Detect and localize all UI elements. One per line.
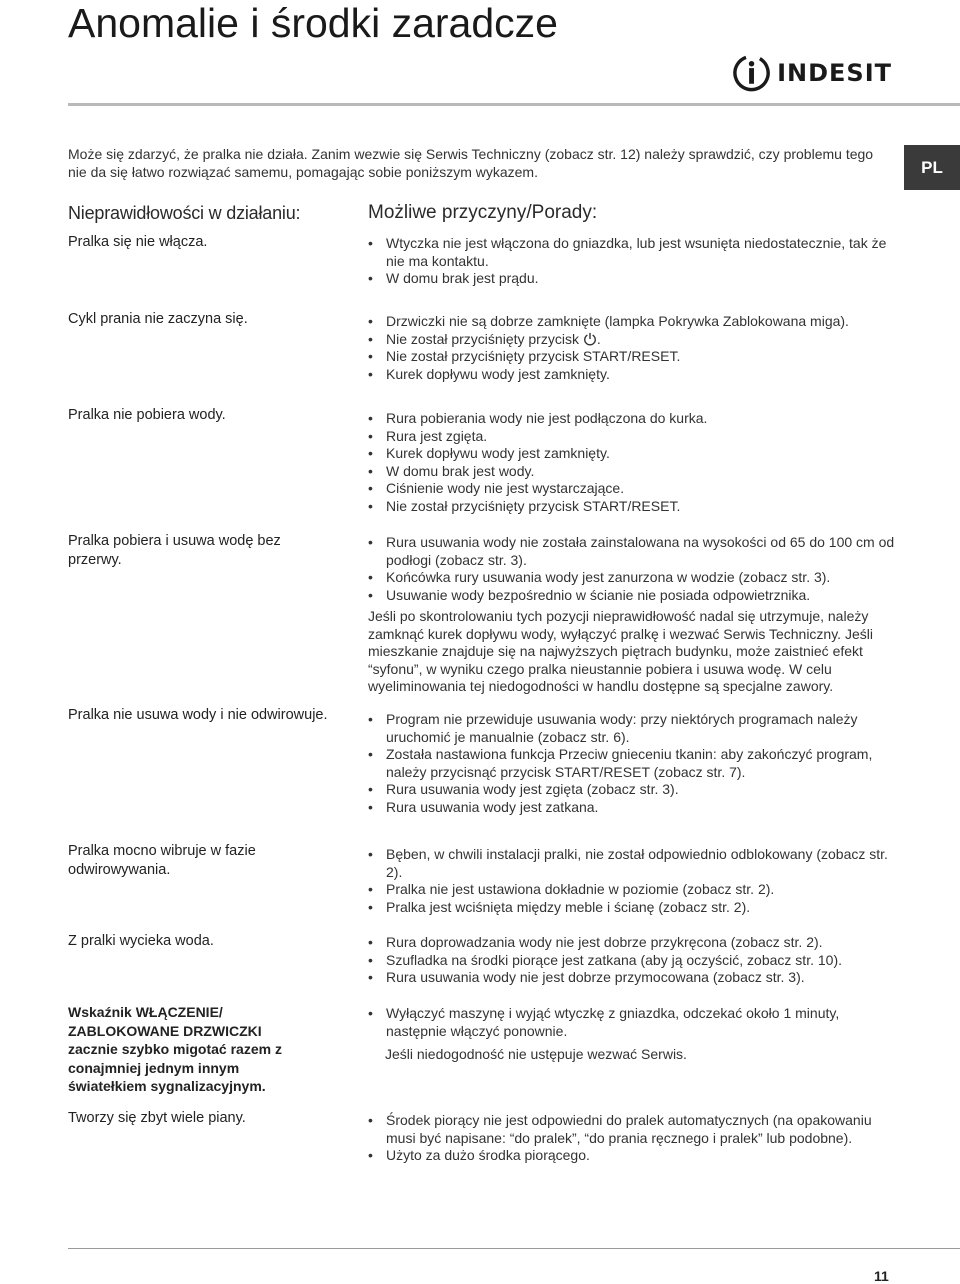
note-paragraph: Jeśli po skontrolowaniu tych pozycji nieprawidłowość nadal się utrzymuje, należy zamknąć kurek dopływu wody, wyłączyć pralkę i wezwać Serwis Techniczny. Jeśli mieszkanie znajduje się na najwyższych piętrach budynku, może zaistnieć efekt “syfonu”, w wyniku czego pralka nieustannie pobiera i usuwa wodę. W celu wyeliminowania tej niedogodności w handlu dostępne są specjalne zawory. — [368, 608, 873, 694]
cause-item: • Usuwanie wody bezpośrednio w ścianie nie posiada odpowietrznika. — [368, 587, 898, 605]
brand-logo — [732, 53, 892, 93]
cause-item: • Pralka jest wciśnięta między meble i ścianę (zobacz str. 2). — [368, 899, 898, 917]
cause-item: • Wyłączyć maszynę i wyjąć wtyczkę z gniazdka, odczekać około 1 minuty, następnie włączyć ponownie. — [368, 1005, 898, 1040]
brand-name: INDESIT — [777, 59, 892, 87]
cause-item: • Program nie przewiduje usuwania wody: przy niektórych programach należy uruchomić je manualnie (zobacz str. 6). — [368, 711, 898, 746]
indesit-i-logo-icon — [732, 53, 771, 93]
cause-item-power: • Nie został przyciśnięty przycisk . — [368, 331, 898, 349]
causes-block — [368, 1005, 898, 1064]
cause-item: • W domu brak jest wody. — [368, 463, 898, 481]
causes-block — [368, 1112, 898, 1165]
cause-item: • Została nastawiona funkcja Przeciw gnieceniu tkanin: aby zakończyć program, należy przycisnąć przycisk START/RESET (zobacz str. 7). — [368, 746, 898, 781]
cause-item: • Rura usuwania wody jest zgięta (zobacz str. 3). — [368, 781, 898, 799]
cause-text: Nie został przyciśnięty przycisk — [386, 330, 579, 347]
cause-item: • Kurek dopływu wody jest zamknięty. — [368, 366, 898, 384]
causes-block — [368, 313, 898, 383]
cause-item: • Szufladka na środki piorące jest zatkana (aby ją oczyścić, zobacz str. 10). — [368, 952, 898, 970]
cause-item: • Nie został przyciśnięty przycisk START/RESET. — [368, 348, 898, 366]
problem-label: Pralka mocno wibruje w fazie odwirowywania. — [68, 843, 256, 878]
page-title: Anomalie i środki zaradcze — [68, 0, 558, 46]
problem-label: Pralka nie pobiera wody. — [68, 407, 226, 423]
cause-item: • Rura doprowadzania wody nie jest dobrze przykręcona (zobacz str. 2). — [368, 934, 898, 952]
cause-item: • Drzwiczki nie są dobrze zamknięte (lampka Pokrywka Zablokowana miga). — [368, 313, 898, 331]
causes-block — [368, 846, 898, 916]
causes-block — [368, 235, 898, 288]
problem-label: Pralka nie usuwa wody i nie odwirowuje. — [68, 707, 328, 723]
causes-heading: Możliwe przyczyny/Porady: — [368, 202, 598, 223]
problem-label: Pralka pobiera i usuwa wodę bez przerwy. — [68, 533, 281, 568]
cause-item: • Rura pobierania wody nie jest podłączona do kurka. — [368, 410, 898, 428]
cause-item: • Rura jest zgięta. — [368, 428, 898, 446]
problem-label: Wskaźnik WŁĄCZENIE/ ZABLOKOWANE DRZWICZKI zacznie szybko migotać razem z conajmniej jednym innym światełkiem sygnalizacyjnym. — [68, 1004, 282, 1094]
problem-label: Cykl prania nie zaczyna się. — [68, 311, 248, 327]
problem-label: Tworzy się zbyt wiele piany. — [68, 1110, 246, 1126]
cause-item: • Pralka nie jest ustawiona dokładnie w poziomie (zobacz str. 2). — [368, 881, 898, 899]
causes-block — [368, 934, 898, 987]
page-number: 11 — [874, 1268, 889, 1284]
title-divider — [68, 103, 960, 106]
cause-item: • Rura usuwania wody nie została zainstalowana na wysokości od 65 do 100 cm od podłogi (zobacz str. 3). — [368, 534, 898, 569]
causes-block — [368, 711, 898, 816]
footer-divider — [68, 1248, 960, 1249]
cause-item: • W domu brak jest prądu. — [368, 270, 898, 288]
cause-item: • Rura usuwania wody jest zatkana. — [368, 799, 898, 817]
power-button-icon — [583, 332, 597, 346]
cause-item: • Ciśnienie wody nie jest wystarczające. — [368, 480, 898, 498]
problem-label: Z pralki wycieka woda. — [68, 933, 214, 949]
cause-item: • Końcówka rury usuwania wody jest zanurzona w wodzie (zobacz str. 3). — [368, 569, 898, 587]
cause-item: • Środek piorący nie jest odpowiedni do pralek automatycznych (na opakowaniu musi być napisane: “do pralek”, “do prania ręcznego i pralek” lub podobne). — [368, 1112, 898, 1147]
cause-item: • Wtyczka nie jest włączona do gniazdka, lub jest wsunięta niedostatecznie, tak że nie ma kontaktu. — [368, 235, 898, 270]
note-paragraph: Jeśli niedogodność nie ustępuje wezwać Serwis. — [385, 1046, 687, 1062]
cause-item: • Rura usuwania wody nie jest dobrze przymocowana (zobacz str. 3). — [368, 969, 898, 987]
problem-label: Pralka się nie włącza. — [68, 234, 208, 250]
causes-block — [368, 534, 898, 696]
language-tab: PL — [904, 145, 960, 190]
causes-block — [368, 410, 898, 515]
cause-item: • Kurek dopływu wody jest zamknięty. — [368, 445, 898, 463]
cause-item: • Nie został przyciśnięty przycisk START/RESET. — [368, 498, 898, 516]
cause-item: • Użyto za dużo środka piorącego. — [368, 1147, 898, 1165]
cause-item: • Bęben, w chwili instalacji pralki, nie został odpowiednio odblokowany (zobacz str. 2). — [368, 846, 898, 881]
intro-paragraph: Może się zdarzyć, że pralka nie działa. Zanim wezwie się Serwis Techniczny (zobacz str. 12) należy sprawdzić, czy problemu tego nie da się łatwo rozwiązać samemu, pomagając sobie poniższym wykazem. — [68, 146, 874, 180]
problems-heading: Nieprawidłowości w działaniu: — [68, 203, 301, 223]
